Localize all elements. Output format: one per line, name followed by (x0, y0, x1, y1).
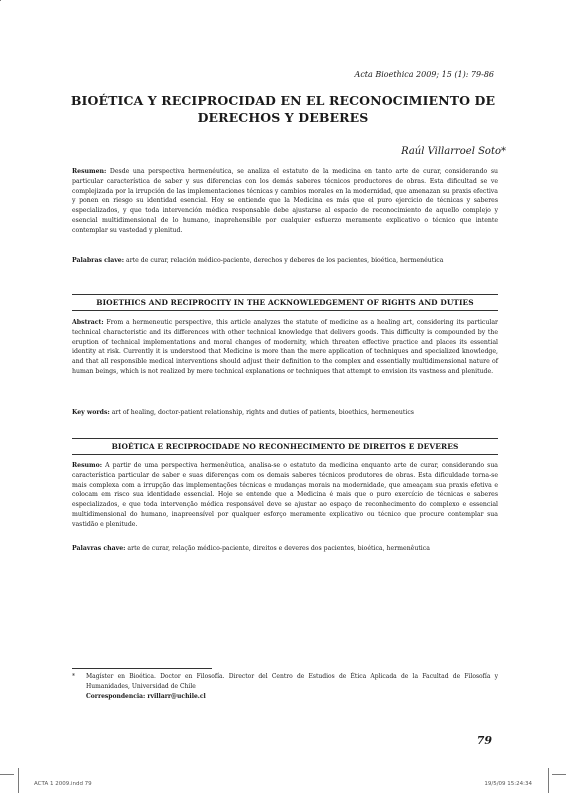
resumen-text: Desde una perspectiva hermenéutica, se analiza el estatuto de la medicina en tanto arte de curar, considerando su particular característica de saber y sus diferencias con los demás saberes técnicos productores de obras. Esta dificultad se ve complejizada por la irrupción de las implementaciones técnicas y cambios morales en la modernidad, que amenazan su praxis efectiva y ponen en riesgo su identidad esencial. Hoy se entiende que la Medicina es más que el puro ejercicio de técnicas y saberes especializados, y que toda intervención médica responsable debe ajustarse al espacio de reconocimiento de aquello complejo y esencial multidimensional de lo humano, inaprehensible por cualquier esfuerzo meramente explicativo o técnico que intente contemplar su vastedad y plenitud. (72, 168, 499, 234)
palavras-chave (72, 544, 498, 554)
footnote-rule (72, 668, 212, 669)
section-rule (72, 294, 498, 295)
palabras-clave-lead: Palabras clave: (72, 257, 125, 264)
journal-reference: Acta Bioethica 2009; 15 (1): 79-86 (354, 70, 494, 79)
key-words-text: art of healing, doctor-patient relationship, rights and duties of patients, bioethics, hermeneutics (111, 409, 414, 416)
footnote-email: Correspondencia: rvillarr@uchile.cl (86, 693, 206, 700)
portuguese-section-heading: BIOÉTICA E RECIPROCIDADE NO RECONHECIMENTO DE DIREITOS E DEVERES (111, 442, 459, 451)
crop-mark (0, 774, 14, 775)
key-words-lead: Key words: (72, 409, 110, 416)
palavras-chave-text: arte de curar, relação médico-paciente, direitos e deveres dos pacientes, bioética, hermenêutica (127, 545, 430, 552)
key-words (72, 408, 498, 418)
section-rule (72, 454, 498, 455)
print-slug-timestamp: 19/5/09 15:24:34 (484, 781, 532, 787)
crop-mark (552, 774, 566, 775)
crop-mark (548, 768, 549, 793)
palabras-clave (72, 256, 498, 266)
crop-mark (18, 768, 19, 793)
abstract-paragraph (72, 318, 498, 377)
resumen-paragraph (72, 167, 498, 236)
resumo-lead: Resumo: (72, 462, 103, 469)
palavras-chave-lead: Palavras chave: (72, 545, 126, 552)
english-section-heading: BIOETHICS AND RECIPROCITY IN THE ACKNOWLEDGEMENT OF RIGHTS AND DUTIES (96, 298, 474, 307)
resumo-text: A partir de uma perspectiva hermenêutica, analisa-se o estatuto da medicina enquanto arte de curar, considerando sua característica particular de saber e suas diferenças com os demais saberes técnicos produtores de obras. Esta dificuldade torna-se mais complexa com a irrupção das implementações técnicas e mudanças morais na modernidade, que ameaçam sua praxis efetiva e colocam em risco sua identidade essencial. Hoje se entende que a Medicina é mais que o puro exercício de técnicas e saberes especializados, e que toda intervenção médica responsável deve se ajustar ao espaço de reconhecimento do complexo e essencial multidimensional do humano, inapreensível por qualquer esforço meramente explicativo ou técnico que procure contemplar sua vastidão e plenitude. (72, 462, 498, 528)
author-footnote (72, 672, 498, 702)
author-name: Raúl Villarroel Soto* (401, 146, 506, 157)
resumo-paragraph (72, 461, 498, 530)
footnote-mark: * (72, 673, 75, 680)
page-number: 79 (476, 734, 492, 747)
crop-mark (0, 0, 1, 1)
abstract-lead: Abstract: (72, 319, 104, 326)
resumen-lead: Resumen: (72, 168, 107, 175)
footnote-text: Magíster en Bioética. Doctor en Filosofía. Director del Centro de Estudios de Ética Aplicada de la Facultad de Filosofía y Humanidades, Universidad de Chile (86, 673, 498, 690)
section-rule (72, 310, 498, 311)
palabras-clave-text: arte de curar, relación médico-paciente, derechos y deberes de los pacientes, bioética, hermenéutica (126, 257, 444, 264)
abstract-text: From a hermeneutic perspective, this article analyzes the statute of medicine as a healing art, considering its particular technical characteristic and its differences with other technical knowledge that delivers goods. This difficulty is compounded by the eruption of technical implementations and moral changes of modernity, which threaten effective practice and places its essential identity at risk. Currently it is understood that Medicine is more than the mere application of techniques and specialized knowledge, and that all responsible medical interventions should adjust their definition to the complex and essentially multidimensional nature of human beings, which is not realized by mere technical explanations or techniques that attempt to envision its vastness and plenitude. (72, 319, 498, 375)
print-slug-file: ACTA 1 2009.indd 79 (34, 781, 92, 787)
article-title: BIOÉTICA Y RECIPROCIDAD EN EL RECONOCIMIENTO DE DERECHOS Y DEBERES (70, 93, 496, 125)
section-rule (72, 438, 498, 439)
